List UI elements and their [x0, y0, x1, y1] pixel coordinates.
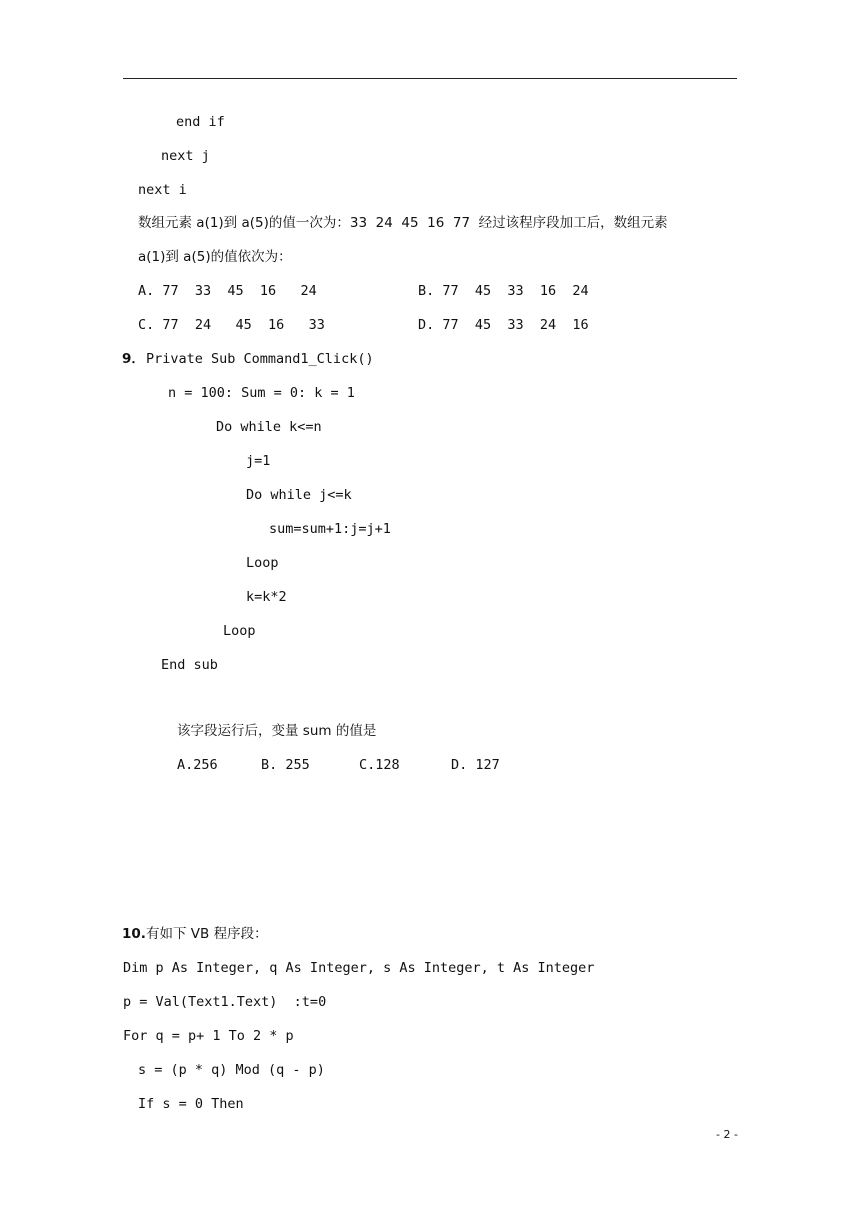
q8-option-c: C. 77 24 45 16 33 — [138, 317, 325, 333]
q8-text-line2: a(1)到 a(5)的值依次为： — [138, 249, 292, 265]
q9-line4: j=1 — [246, 453, 271, 469]
q9-number: 9． — [122, 351, 145, 367]
q8-option-b: B. 77 45 33 16 24 — [418, 283, 589, 299]
q9-line1: Private Sub Command1_Click() — [146, 351, 374, 367]
q10-title: 有如下 VB 程序段： — [146, 926, 268, 942]
q9-line7: Loop — [246, 555, 279, 571]
code-next-i: next i — [138, 182, 187, 198]
q8-option-d: D. 77 45 33 24 16 — [418, 317, 589, 333]
page-number: - 2 - — [716, 1128, 738, 1141]
q10-number: 10. — [122, 926, 146, 942]
q9-line9: Loop — [223, 623, 256, 639]
q9-option-a: A.256 — [177, 757, 218, 773]
q8-option-a: A. 77 33 45 16 24 — [138, 283, 317, 299]
q9-option-b: B. 255 — [261, 757, 310, 773]
header-rule — [123, 78, 737, 79]
q9-prompt: 该字段运行后，变量 sum 的值是 — [177, 723, 377, 739]
q9-line3: Do while k<=n — [216, 419, 322, 435]
q9-line2: n = 100: Sum = 0: k = 1 — [168, 385, 355, 401]
q9-option-c: C.128 — [359, 757, 400, 773]
q10-line4: s = (p * q) Mod (q - p) — [138, 1062, 325, 1078]
q9-option-d: D. 127 — [451, 757, 500, 773]
q10-line1: Dim p As Integer, q As Integer, s As Integer, t As Integer — [123, 960, 595, 976]
q9-line8: k=k*2 — [246, 589, 287, 605]
q10-line3: For q = p+ 1 To 2 * p — [123, 1028, 294, 1044]
code-end-if: end if — [176, 114, 225, 130]
code-next-j: next j — [161, 148, 210, 164]
q9-line10: End sub — [161, 657, 218, 673]
q9-line5: Do while j<=k — [246, 487, 352, 503]
q8-text-line1: 数组元素 a(1)到 a(5)的值一次为：33 24 45 16 77 经过该程序段加工后，数组元素 — [138, 215, 668, 231]
q9-line6: sum=sum+1:j=j+1 — [269, 521, 391, 537]
q10-line5: If s = 0 Then — [138, 1096, 244, 1112]
q10-line2: p = Val(Text1.Text) :t=0 — [123, 994, 327, 1010]
